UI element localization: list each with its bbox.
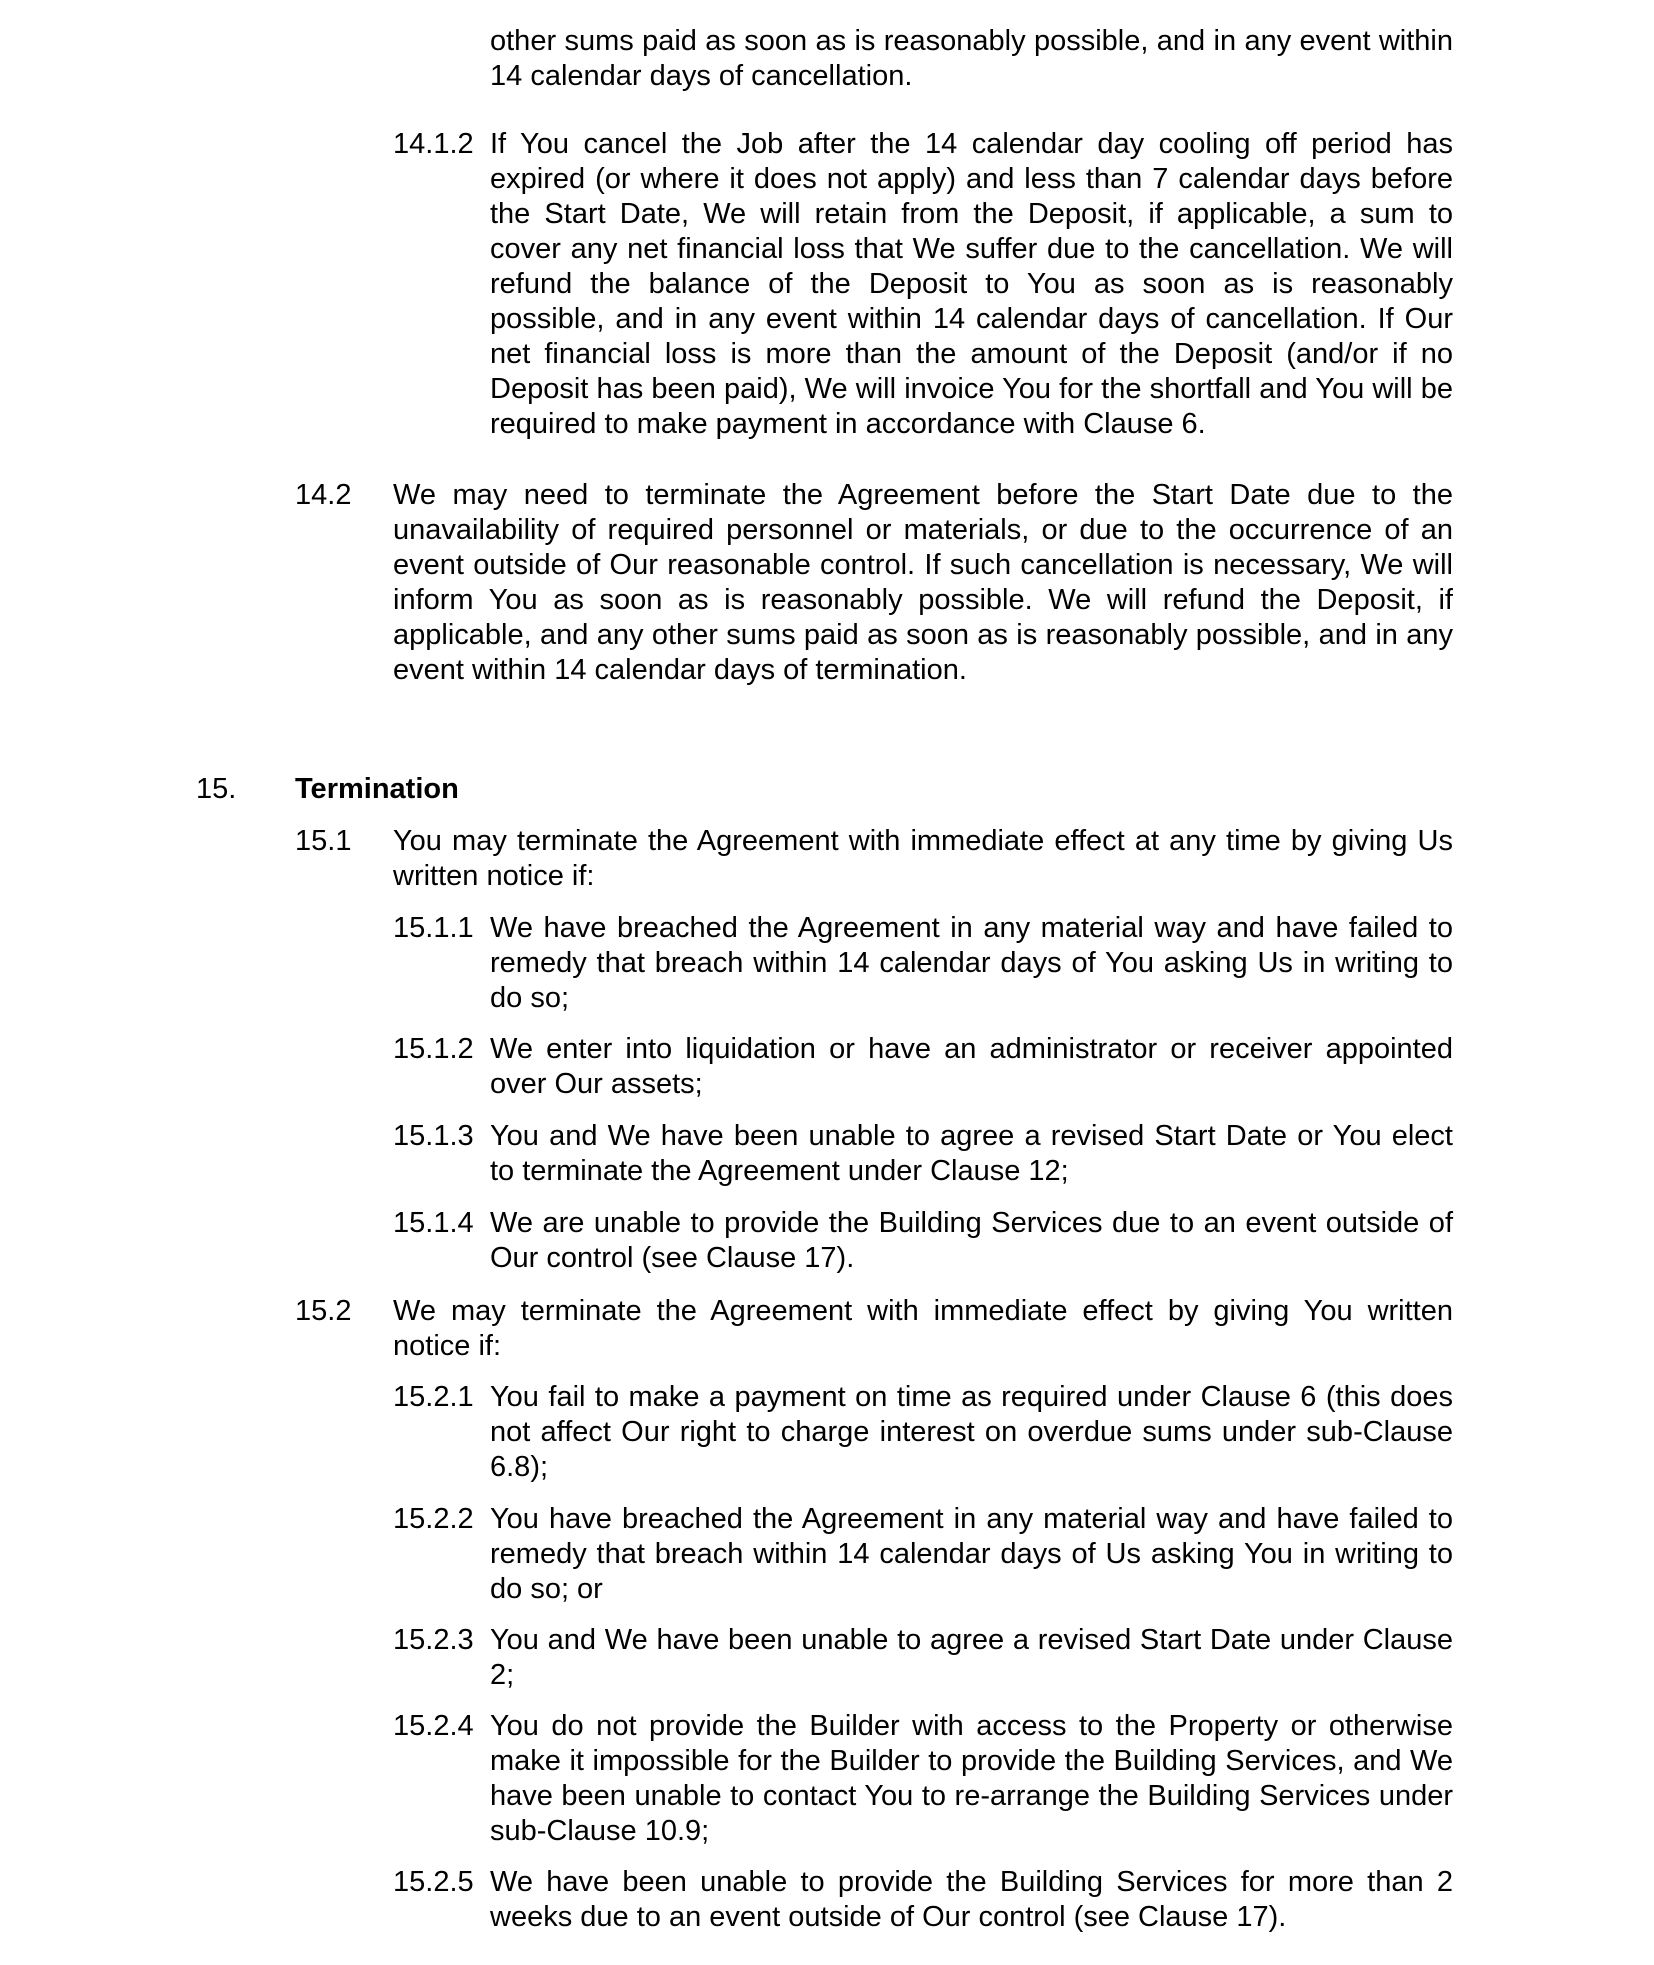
clause-15-2-3 <box>393 1623 1453 1693</box>
clause-text: We may terminate the Agreement with immediate effect by giving You written notice if: <box>393 1295 1453 1362</box>
clause-text: We have been unable to provide the Building Services for more than 2 weeks due to an event outside of Our control (see Clause 17). <box>490 1866 1453 1933</box>
clause-15-1-4 <box>393 1206 1453 1276</box>
clause-text: We may need to terminate the Agreement before the Start Date due to the unavailability of required personnel or materials, or due to the occurrence of an event outside of Our reasonable control. If such cancellation is necessary, We will inform You as soon as is reasonably possible. We will refund the Deposit, if applicable, and any other sums paid as soon as is reasonably possible, and in any event within 14 calendar days of termination. <box>393 479 1453 686</box>
clause-number: 15.2.2 <box>393 1503 474 1535</box>
clause-text: You do not provide the Builder with access to the Property or otherwise make it impossible for the Builder to provide the Building Services, and We have been unable to contact You to re-arrange the Building Services under sub-Clause 10.9; <box>490 1710 1453 1847</box>
clause-text: You fail to make a payment on time as required under Clause 6 (this does not affect Our right to charge interest on overdue sums under sub-Clause 6.8); <box>490 1381 1453 1483</box>
clause-text: If You cancel the Job after the 14 calendar day cooling off period has expired (or where it does not apply) and less than 7 calendar days before the Start Date, We will retain from the Deposit, if applicable, a sum to cover any net financial loss that We suffer due to the cancellation. We will refund the balance of the Deposit to You as soon as is reasonably possible, and in any event within 14 calendar days of cancellation. If Our net financial loss is more than the amount of the Deposit (and/or if no Deposit has been paid), We will invoice You for the shortfall and You will be required to make payment in accordance with Clause 6. <box>490 128 1453 440</box>
clause-number: 15.2.5 <box>393 1866 474 1898</box>
clause-text: We enter into liquidation or have an administrator or receiver appointed over Our assets; <box>490 1033 1453 1100</box>
clause-number: 15.1.4 <box>393 1207 474 1239</box>
clause-number: 15.2 <box>295 1295 352 1327</box>
clause-15-2-1 <box>393 1380 1453 1485</box>
clause-15-2-4 <box>393 1709 1453 1849</box>
clause-15-2-2 <box>393 1502 1453 1607</box>
clause-number: 14.1.2 <box>393 128 474 160</box>
clause-text: You may terminate the Agreement with immediate effect at any time by giving Us written notice if: <box>393 825 1453 892</box>
clause-number: 15.1.1 <box>393 912 474 944</box>
clause-number: 14.2 <box>295 479 352 511</box>
clause-text: You and We have been unable to agree a revised Start Date under Clause 2; <box>490 1624 1453 1691</box>
clause-number: 15.2.1 <box>393 1381 474 1413</box>
clause-14-1-2 <box>393 127 1453 442</box>
clause-15-1-3 <box>393 1119 1453 1189</box>
clause-14-1-1-continuation: other sums paid as soon as is reasonably possible, and in any event within 14 calendar days of cancellation. <box>490 25 1453 92</box>
section-15-heading <box>196 772 1453 807</box>
section-title: Termination <box>295 773 459 805</box>
clause-number: 15.1 <box>295 825 352 857</box>
clause-15-2 <box>295 1294 1453 1364</box>
clause-number: 15.2.4 <box>393 1710 474 1742</box>
section-number: 15. <box>196 773 237 805</box>
clause-number: 15.1.2 <box>393 1033 474 1065</box>
clause-number: 15.1.3 <box>393 1120 474 1152</box>
clause-text: You and We have been unable to agree a revised Start Date or You elect to terminate the Agreement under Clause 12; <box>490 1120 1453 1187</box>
clause-15-1-2 <box>393 1032 1453 1102</box>
clause-15-2-5 <box>393 1865 1453 1935</box>
clause-text: We have breached the Agreement in any material way and have failed to remedy that breach within 14 calendar days of You asking Us in writing to do so; <box>490 912 1453 1014</box>
clause-number: 15.2.3 <box>393 1624 474 1656</box>
clause-15-1 <box>295 824 1453 894</box>
clause-text: You have breached the Agreement in any material way and have failed to remedy that breach within 14 calendar days of Us asking You in writing to do so; or <box>490 1503 1453 1605</box>
clause-14-2 <box>295 478 1453 688</box>
clause-text: We are unable to provide the Building Services due to an event outside of Our control (see Clause 17). <box>490 1207 1453 1274</box>
clause-15-1-1 <box>393 911 1453 1016</box>
